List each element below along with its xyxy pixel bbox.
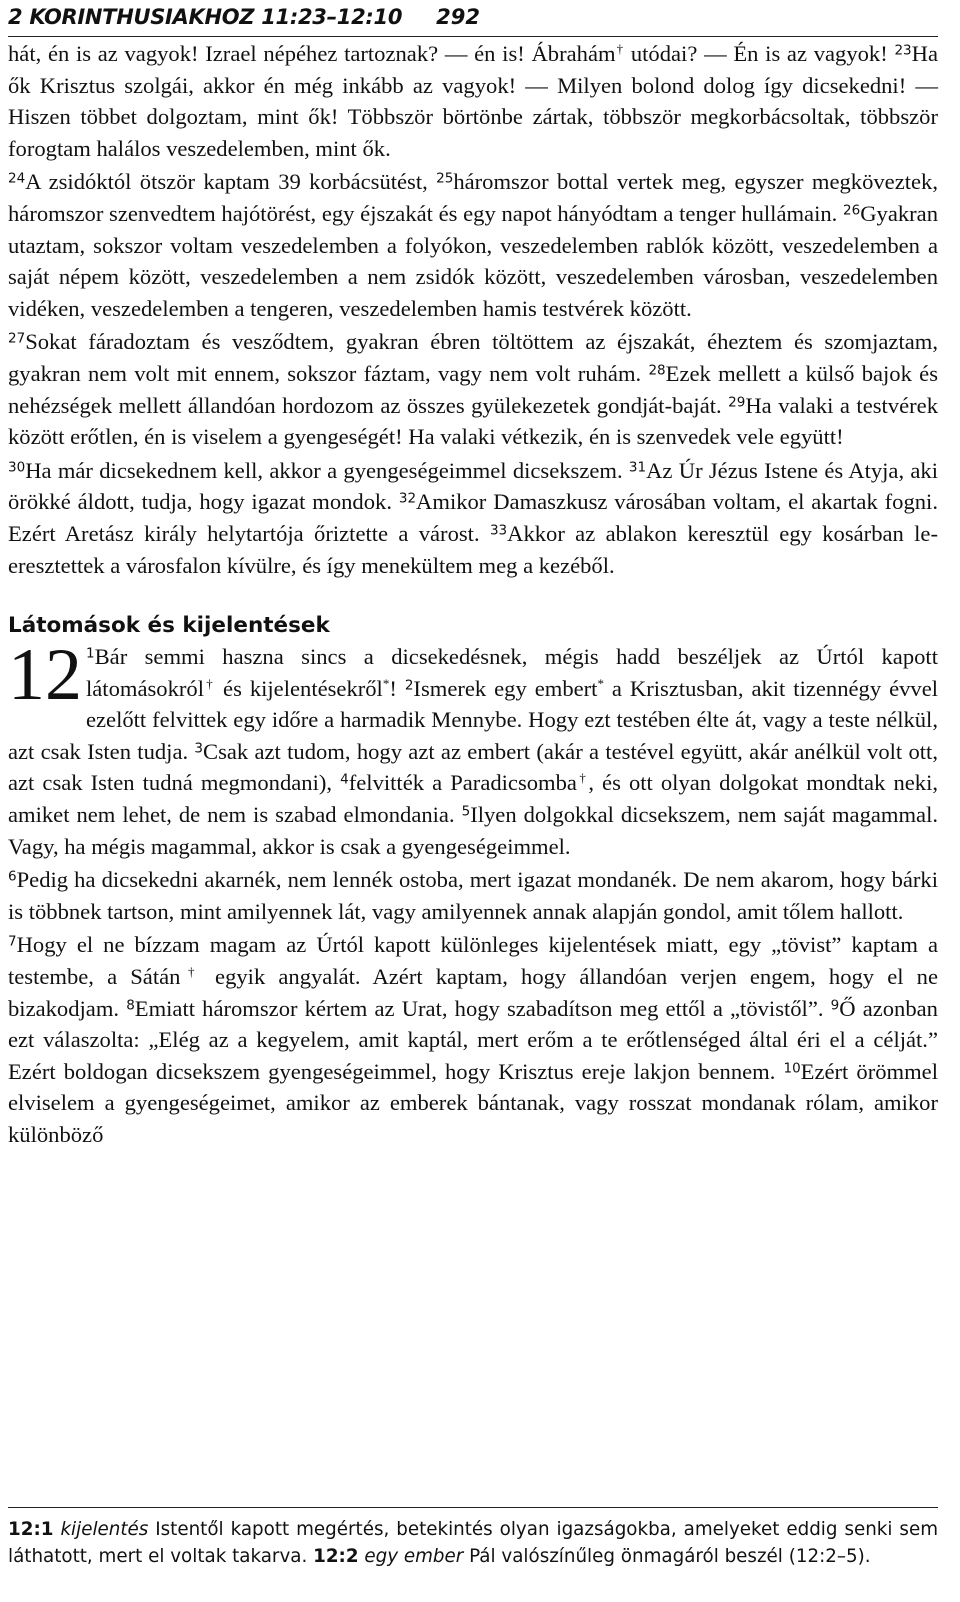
section-heading: Látomások és kijelentések	[8, 613, 330, 639]
text: Akkor az ablakon keresztül egy kosárban leeresztettek a városfalon kívülre, és így menekültem meg a kezéből.	[8, 520, 938, 578]
glossary-mark: †	[615, 41, 625, 57]
verse-number: 5	[461, 803, 471, 820]
paragraph-11-22	[8, 38, 938, 164]
verse-number: 23	[894, 42, 912, 59]
text: háromszor bottal vertek meg, egyszer megköveztek, háromszor szenvedtem hajótörést, egy éjszakát és egy napot hányódtam a tenger hullámain.	[8, 169, 938, 226]
text: egyik angyalát. Azért kaptam, hogy állandóan verjen engem, hogy el ne bizakodjam.	[8, 964, 938, 1021]
verse-number: 4	[340, 771, 349, 788]
glossary-mark: †	[576, 770, 589, 786]
footnote-ref: 12:1	[8, 1519, 54, 1540]
verse-number: 32	[398, 490, 417, 507]
text: Hogy el ne bízzam magam az Úrtól kapott különleges kijelentések miatt, egy „tövist” kaptam a testembe, a Sátán	[8, 932, 938, 990]
verse-number: 8	[126, 996, 135, 1013]
text: Ő azonban ezt válaszolta: „Elég az a kegyelem, amit kaptál, mert erőm a te erőtlenséged által éri el a célját.” Ezért boldogan dicsekszem gyengeségeimmel, hogy Krisztus ereje lakjon bennem.	[8, 995, 938, 1084]
footnotes	[8, 1507, 938, 1570]
verse-number: 2	[404, 676, 414, 693]
text: Emiatt háromszor kértem az Urat, hogy szabadítson meg ettől a „tövistől”.	[134, 995, 831, 1021]
text: hát, én is az vagyok! Izrael népéhez tartoznak? — én is! Ábrahám	[8, 41, 616, 66]
text: és kijelentésekről	[215, 675, 383, 701]
text: !	[389, 675, 405, 701]
footnote-term: egy ember	[364, 1546, 464, 1567]
text: Ha már dicsekednem kell, akkor a gyengeségeimmel dicsekszem.	[25, 457, 629, 483]
paragraph-11-27	[8, 326, 938, 452]
verse-number: 6	[8, 868, 17, 885]
text: utódai? — Én is az vagyok!	[624, 41, 895, 66]
text: Sokat fáradoztam és vesződtem, gyakran ébren töltöttem az éjszakát, éheztem és szomjaztam, gyakran nem volt mit ennem, sokszor fáztam, vagy nem volt ruhám.	[8, 329, 938, 386]
verse-number: 7	[8, 933, 17, 950]
footnote-text: Pál valószínűleg önmagáról beszél (12:2–5).	[463, 1546, 871, 1567]
text: Ezért örömmel elviselem a gyengeségeimet, amikor az emberek bántanak, vagy rosszat mondanak rólam, amikor különböző	[8, 1058, 938, 1147]
text: , és ott olyan dolgokat mondtak neki, amiket nem lehet, de nem is szabad elmondania.	[8, 770, 939, 828]
footnote-text: Istentől kapott megértés, betekintés olyan igazságokba, amelyeket eddig senki sem láthatott, mert el voltak takarva.	[8, 1519, 939, 1567]
paragraph-11-30	[8, 455, 938, 581]
verse-number: 24	[8, 170, 26, 187]
main-text	[8, 38, 938, 1151]
footnote-term: kijelentés	[60, 1519, 149, 1540]
text: Bár semmi haszna sincs a dicsekedésnek, mégis hadd beszéljek az Úrtól kapott látomásokról	[86, 644, 938, 701]
verse-number: 25	[436, 170, 454, 187]
verse-number: 26	[843, 202, 861, 219]
verse-number: 29	[728, 393, 746, 410]
text: Gyakran utaztam, sokszor voltam veszedelemben a folyókon, veszedelemben rablók között, veszedelemben a saját népem között, veszedelemben a nem zsidók között, veszedelemben városban, veszedelemben vidéken, veszedelemben a tengeren, veszedelemben hamis testvérek között.	[8, 200, 938, 321]
text: Pedig ha dicsekedni akarnék, nem lennék ostoba, mert igazat mondanék. De nem akarom, hogy bárki is többnek tartson, mint amilyennek lát, vagy amilyennek annak alapján gondol, amit tőlem hallott.	[8, 867, 938, 924]
chapter-number: 12	[8, 634, 82, 717]
verse-number: 28	[648, 362, 666, 379]
text: Az Úr Jézus Istene és Atyja, aki örökké áldott, tudja, hogy igazat mondok.	[8, 457, 939, 515]
verse-number: 3	[194, 740, 204, 757]
footnote-mark: *	[382, 675, 390, 691]
glossary-mark: †	[180, 964, 202, 980]
verse-number: 10	[783, 1060, 801, 1077]
page-number: 292	[436, 5, 480, 29]
running-header	[8, 2, 938, 37]
glossary-mark: †	[203, 675, 216, 691]
header-title: 2 KORINTHUSIAKHOZ 11:23–12:10	[8, 5, 403, 29]
text: Ezek mellett a külső bajok és nehézségek mellett állandóan hordozom az összes gyülekezetek gondját-baját.	[8, 360, 938, 418]
text: Ha valaki a testvérek között erőtlen, én is viselem a gyengeségét! Ha valaki vétkezik, én is szenvedek vele együtt!	[8, 392, 938, 450]
verse-number: 9	[830, 996, 840, 1013]
text: Ilyen dolgokkal dicsekszem, nem saját magammal. Vagy, ha mégis magammal, akkor is csak a gyengeségeimmel.	[8, 802, 938, 859]
text: felvitték a Paradicsomba	[348, 770, 577, 796]
text: Ismerek egy embert	[413, 675, 598, 701]
page	[8, 0, 938, 1602]
text: Csak azt tudom, hogy azt az embert (akár a testével együtt, akár anélkül volt ott, azt csak Isten tudná megmondani),	[8, 738, 938, 796]
text: A zsidóktól ötször kaptam 39 korbácsütést,	[25, 169, 437, 195]
footnote-ref: 12:2	[313, 1546, 359, 1567]
text: Amikor Damaszkusz városában voltam, el akartak fogni. Ezért Aretász király helytartója őriztette a várost.	[8, 489, 938, 546]
paragraph-12-7	[8, 929, 938, 1150]
paragraph-11-24	[8, 166, 938, 324]
verse-number: 27	[8, 330, 26, 347]
text: a Krisztusban, akit tizennégy évvel ezelőtt felvittek egy időre a harmadik Mennybe. Hogy ezt testében élte át, vagy a teste nélkül, azt csak Isten tudja.	[8, 675, 938, 764]
verse-number: 33	[489, 522, 508, 539]
paragraph-12-6	[8, 864, 938, 927]
verse-number: 1	[86, 645, 95, 662]
verse-number: 30	[8, 458, 26, 475]
verse-number: 31	[628, 458, 647, 475]
footnote-mark: *	[597, 675, 604, 691]
text: Ha ők Krisztus szolgái, akkor én még inkább az vagyok! — Milyen bolond dolog így dicsekedni! — Hiszen többet dolgoztam, mint ők! Többször börtönbe zártak, többször megkorbácsoltak, többször forogtam halálos veszedelemben, mint ők.	[8, 41, 938, 161]
paragraph-12-1	[8, 634, 939, 862]
